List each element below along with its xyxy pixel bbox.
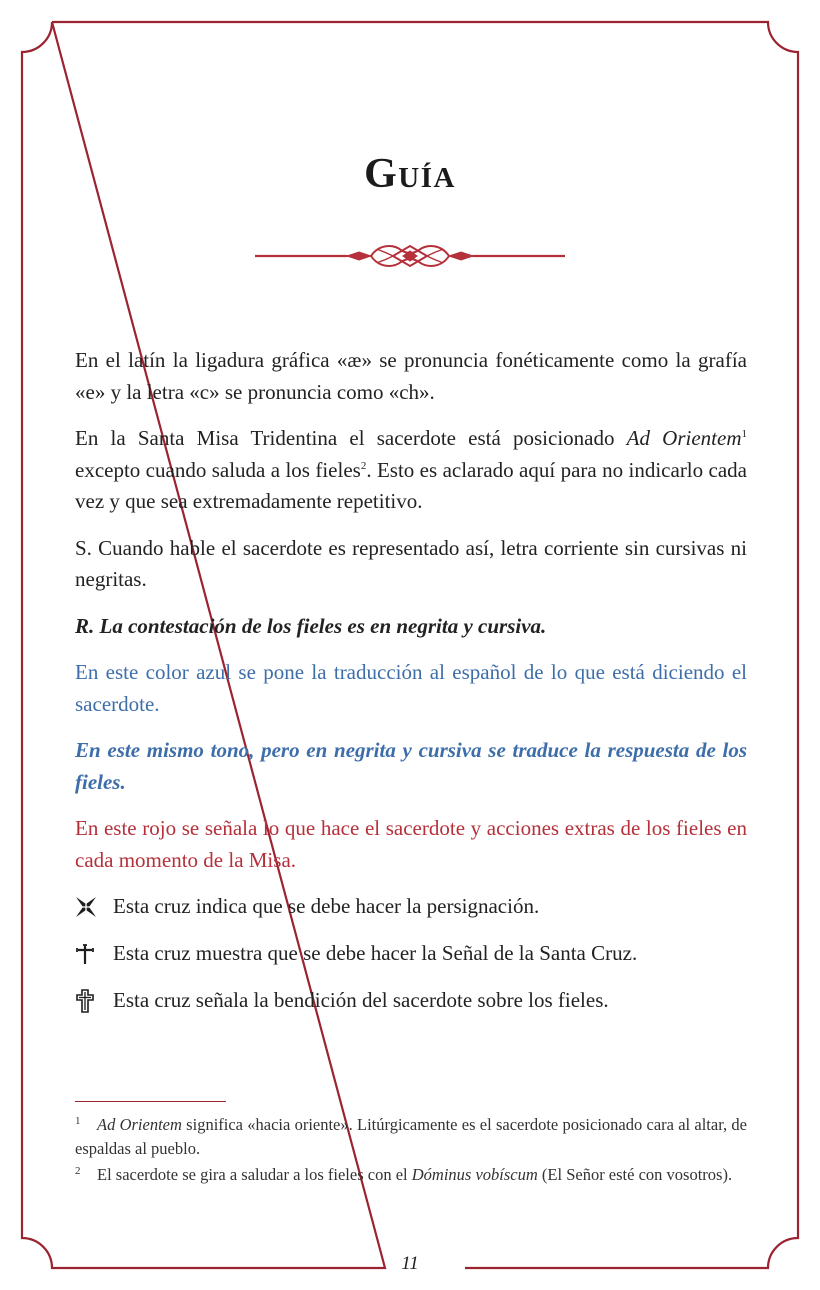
footnote-2: 2 El sacerdote se gira a saludar a los fieles con el Dóminus vobíscum (El Señor esté con vosotros). — [75, 1164, 733, 1184]
cross-item-persignation — [75, 891, 747, 922]
paragraph-ligature: En el latín la ligadura gráfica «æ» se pronuncia fonéticamente como la grafía «e» y la letra «c» se pronuncia como «ch». — [75, 348, 747, 404]
text-run: excepto cuando saluda a los fieles — [75, 457, 361, 482]
cross-item-label: Esta cruz indica que se debe hacer la persignación. — [113, 893, 540, 918]
italic-term: Dóminus vobíscum — [411, 1165, 538, 1184]
footnotes — [75, 1113, 747, 1190]
paragraph-blue-translation: En este color azul se pone la traducción al español de lo que está diciendo el sacerdote. — [75, 660, 747, 716]
cross-item-sign-of-cross — [75, 938, 747, 969]
italic-term: Ad Orientem — [97, 1115, 182, 1134]
blessing-cross-icon — [75, 989, 105, 1013]
footnote-1: 1 Ad Orientem significa «hacia oriente». Litúrgicamente es el sacerdote posicionado cara al altar, de espaldas al pueblo. — [75, 1114, 748, 1158]
text-run: (El Señor esté con vosotros). — [537, 1165, 733, 1184]
page-number: 11 — [401, 1253, 419, 1274]
paragraph-priest-style: S. Cuando hable el sacerdote es representado así, letra corriente sin cursivas ni negritas. — [75, 535, 747, 591]
text-run: El sacerdote se gira a saludar a los fieles con el — [97, 1165, 412, 1184]
paragraph-red-actions: En este rojo se señala lo que hace el sacerdote y acciones extras de los fieles en cada momento de la Misa. — [75, 816, 747, 872]
footnote-ref-2: 2 — [360, 459, 367, 472]
cross-item-label: Esta cruz señala la bendición del sacerdote sobre los fieles. — [113, 987, 609, 1012]
latin-cross-icon — [75, 943, 105, 965]
footnote-ref-1: 1 — [741, 428, 747, 440]
paragraph-response-style: R. La contestación de los fieles es en negrita y cursiva. — [75, 613, 547, 638]
italic-term: Ad Orientem — [626, 426, 742, 450]
paragraph-blue-response: En este mismo tono, pero en negrita y cursiva se traduce la respuesta de los fieles. — [75, 738, 747, 794]
cross-item-blessing — [75, 985, 747, 1016]
page-title: Guía — [364, 151, 456, 197]
paragraph-ad-orientem — [75, 423, 747, 518]
text-run: significa «hacia oriente». Litúrgicamente es el sacerdote posicionado cara al altar, de espaldas al pueblo. — [75, 1115, 748, 1158]
cross-pattee-icon — [75, 896, 105, 918]
text-run: . Esto es aclarado aquí para no indicarlo cada vez y que sea extremadamente repetitivo. — [75, 457, 747, 513]
footnote-rule — [75, 1101, 226, 1102]
text-run: En la Santa Misa Tridentina el sacerdote está posicionado — [75, 426, 627, 450]
body-text — [75, 345, 747, 1032]
title-ornament — [255, 238, 565, 274]
cross-item-label: Esta cruz muestra que se debe hacer la Señal de la Santa Cruz. — [113, 940, 638, 965]
